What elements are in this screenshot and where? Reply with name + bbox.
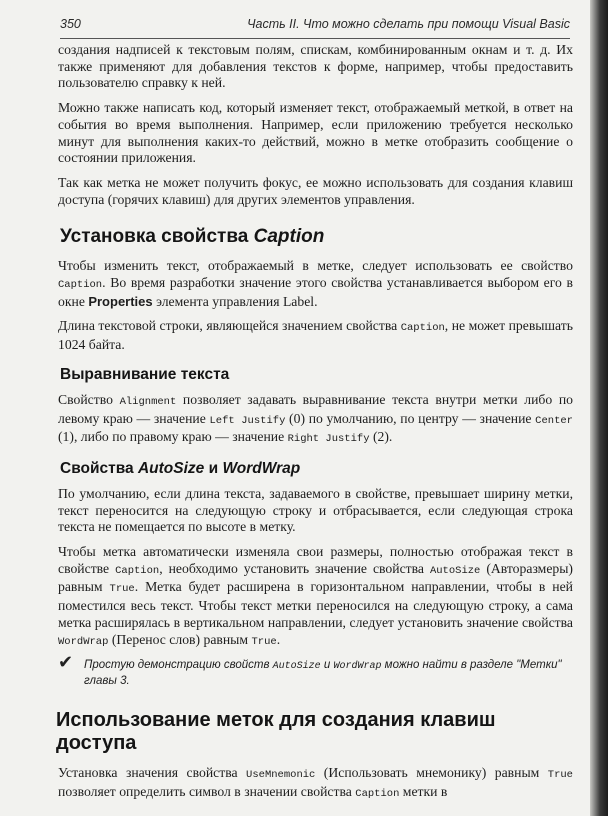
running-header — [60, 14, 570, 39]
note: ✔ Простую демонстрацию свойств AutoSize и WordWrap можно найти в разделе "Метки" главы 3. — [58, 652, 562, 688]
subheading-autosize-wordwrap: Свойства AutoSize и WordWrap — [60, 459, 301, 477]
paragraph: Чтобы метка автоматически изменяла свои размеры, полностью отображая текст в свойстве Caption, необходимо установить значение свойства AutoSize (Авторазмеры) равным True. Метка будет расширена в горизонтальном направлении, чтобы в ней поместился весь текст. Чтобы текст метки переносился на следующую строку, а сама метка расширялась в вертикальном направлении, следует установить значение свойства WordWrap (Перенос слов) равным True. — [58, 544, 573, 648]
paragraph: Установка значения свойства UseMnemonic (Использовать мнемонику) равным True позволяет определить символ в значении свойства Caption метки в — [58, 765, 573, 800]
paragraph: Свойство Alignment позволяет задавать выравнивание текста внутри метки либо по левому краю — значение Left Justify (0) по умолчанию, по центру — значение Center (1), либо по правому краю — значение Right Justify (2). — [58, 391, 573, 446]
checkmark-icon: ✔ — [58, 652, 74, 673]
running-title: Часть II. Что можно сделать при помощи Visual Basic — [247, 17, 570, 31]
paragraph: Так как метка не может получить фокус, ее можно использовать для создания клавиш доступа (горячих клавиш) для других элементов управления. — [58, 174, 573, 207]
section-heading-caption: Установка свойства Caption — [60, 226, 325, 248]
section-heading-access-keys: Использование меток для создания клавиш доступа — [56, 709, 496, 755]
page-content — [58, 42, 573, 811]
page-number: 350 — [60, 17, 81, 31]
paragraph: создания надписей к текстовым полям, спискам, комбинированным окнам и т. д. Их также применяют для добавления текстов к форме, например, чтобы предоставить пользователю справку к ней. — [58, 42, 573, 91]
paragraph: Чтобы изменить текст, отображаемый в метке, следует использовать ее свойство Caption. Во время разработки значение этого свойства устанавливается выбором его в окне Properties элемента управления Label. — [58, 258, 573, 309]
paragraph: Можно также написать код, который изменяет текст, отображаемый меткой, в ответ на события во время выполнения. Например, если приложению требуется несколько минут для выполнения каких-то действий, можно в метке отобразить сообщение о состоянии приложения. — [58, 100, 573, 166]
page-edge-shadow — [590, 0, 608, 816]
paragraph: Длина текстовой строки, являющейся значением свойства Caption, не может превышать 1024 байта. — [58, 318, 573, 353]
paragraph: По умолчанию, если длина текста, задаваемого в свойстве, превышает ширину метки, текст переносится на следующую строку и отбрасывается, если следующая строка текста не помещается по высоте в метку. — [58, 485, 573, 535]
subheading-alignment: Выравнивание текста — [60, 365, 230, 383]
